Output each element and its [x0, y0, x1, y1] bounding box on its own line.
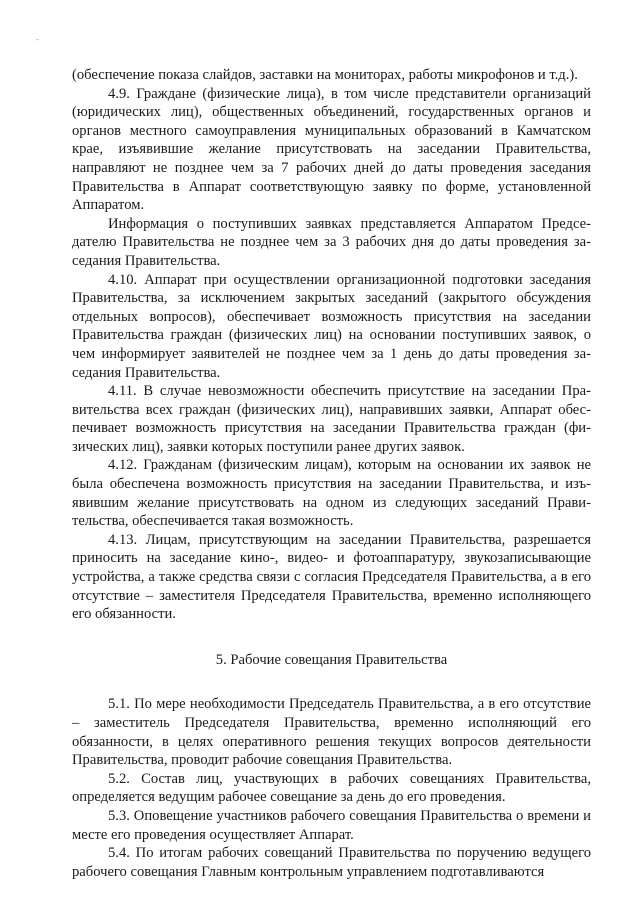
paragraph-5-2: 5.2. Состав лиц, участвующих в рабочих совещаниях Правительства, определяется ведущим рабочее совещание за день до его проведения.	[72, 770, 591, 806]
paragraph-4-11: 4.11. В случае невозможности обеспечить присутствие на заседании Правительства всех граждан (физических лиц), направивших заявки, Аппарат обеспечивает возможность присутствия на заседании Правительства граждан (физических лиц), заявки которых поступили ранее других заявок.	[72, 383, 591, 455]
paragraph-continuation: (обеспечение показа слайдов, заставки на мониторах, работы микрофонов и т.д.).	[72, 67, 578, 83]
section-heading: 5. Рабочие совещания Правительства	[215, 651, 448, 668]
paragraph-4-10: 4.10. Аппарат при осуществлении организационной подготовки заседания Правительства, за исключением закрытых заседаний (закрытого обсуждения отдельных вопросов), обеспечивает возможность присутствия на заседании Правительства граждан (физических лиц) на основании поступивших заявок, о чем информирует заявителей не позднее чем за 1 день до даты проведения заседания Правительства.	[72, 271, 591, 381]
document-body	[72, 66, 591, 881]
paragraph-4-9: 4.9. Граждане (физические лица), в том числе представители организаций (юридических лиц), общественных объединений, государственных органов и органов местного самоуправления муниципальных образований в Камчатском крае, изъявившие желание присутствовать на заседании Правительства, направляют не позднее чем за 7 рабочих дней до даты проведения заседания Правительства в Аппарат соответствующую заявку по форме, установленной Аппаратом.	[72, 85, 591, 214]
paragraph-5-3: 5.3. Оповещение участников рабочего совещания Правительства о времени и месте его проведения осуществляет Аппарат.	[72, 807, 591, 843]
margin-mark: -	[36, 34, 39, 44]
paragraph-4-13: 4.13. Лицам, присутствующим на заседании Правительства, разрешается приносить на заседание кино-, видео- и фотоаппаратуру, звукозаписывающие устройства, а также средства связи с согласия Председателя Правительства, а в его отсутствие – заместителя Председателя Правительства, временно исполняющего его обязанности.	[72, 531, 591, 623]
paragraph-5-1: 5.1. По мере необходимости Председатель Правительства, а в его отсутствие – заместитель Председателя Правительства, временно исполняющий его обязанности, в целях оперативного решения текущих вопросов деятельности Правительства, проводит рабочие совещания Правительства.	[72, 696, 591, 769]
paragraph-5-4: 5.4. По итогам рабочих совещаний Правительства по поручению ведущего рабочего совещания Главным контрольным управлением подготавливаются	[72, 845, 591, 880]
paragraph-4-9-info: Информация о поступивших заявках представляется Аппаратом Председателю Правительства не позднее чем за 3 рабочих дня до даты проведения заседания Правительства.	[72, 215, 591, 269]
paragraph-4-12: 4.12. Гражданам (физическим лицам), которым на основании их заявок не была обеспечена возможность присутствия на заседании Правительства, и изъявившим желание присутствовать на одном из следующих заседаний Правительства, обеспечивается такая возможность.	[72, 457, 591, 530]
